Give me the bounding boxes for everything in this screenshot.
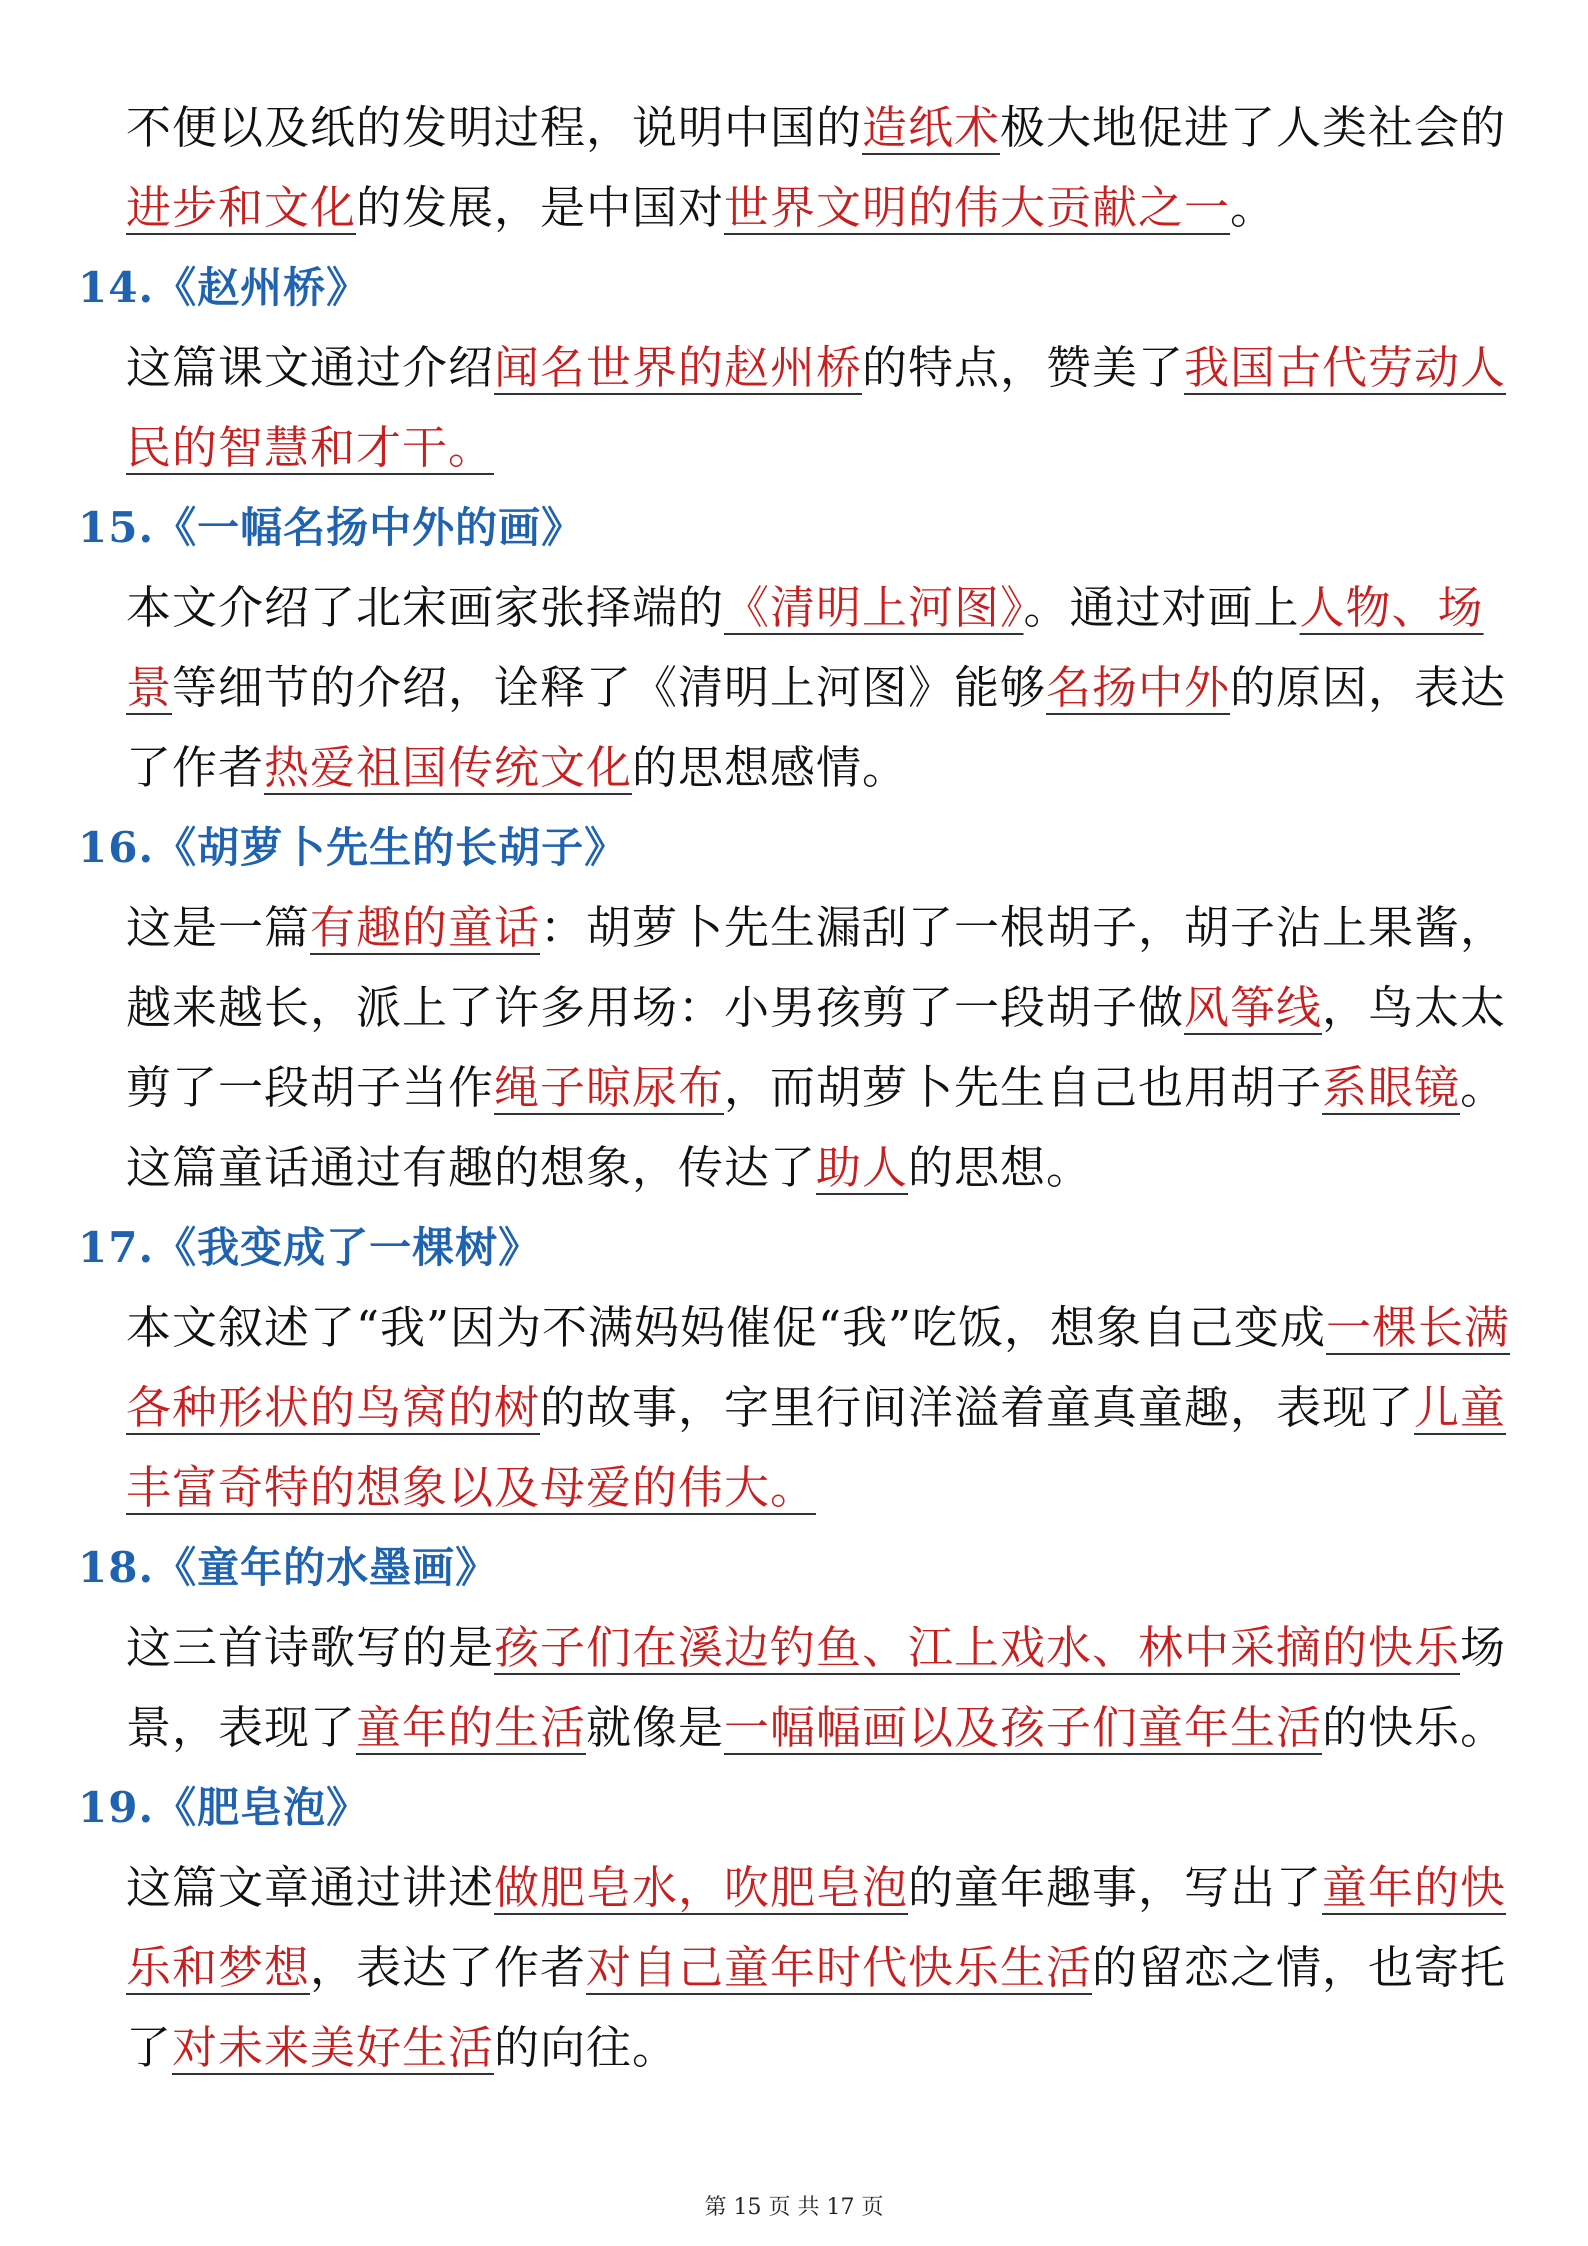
- section-19-text-1: 这篇文章通过讲述: [126, 1861, 495, 1914]
- section-16-text-4: ，而胡萝卜先生自己也用胡子: [724, 1061, 1323, 1114]
- section-15-highlight-2: 人物、场景: [126, 581, 1484, 714]
- section-18-text-1: 这三首诗歌写的是: [126, 1621, 495, 1674]
- section-16-highlight-1: 有趣的童话: [310, 901, 541, 954]
- intro-text-3: 的发展，是中国对: [356, 181, 725, 234]
- section-15-highlight-3: 名扬中外: [1046, 661, 1231, 714]
- section-18-text-2: 场景，表现了: [126, 1621, 1507, 1754]
- section-16-heading: 16.《胡萝卜先生的长胡子》: [78, 823, 628, 872]
- intro-text-2: 极大地促进了人类社会的: [1000, 101, 1507, 154]
- intro-text-4: 。: [1230, 181, 1277, 234]
- section-18-highlight-2: 童年的生活: [356, 1701, 587, 1754]
- section-14-text-2: 的特点，赞美了: [862, 341, 1185, 394]
- section-15-text-5: 的思想感情。: [632, 741, 909, 794]
- section-15-text-3: 等细节的介绍，诠释了《清明上河图》能够: [172, 661, 1047, 714]
- section-14-highlight-2: 我国古代劳动人民的智慧和才干。: [126, 341, 1507, 474]
- section-19-heading: 19.《肥皂泡》: [78, 1783, 370, 1832]
- section-15-heading: 15.《一幅名扬中外的画》: [78, 503, 585, 552]
- section-18-highlight-3: 一幅幅画以及孩子们童年生活: [724, 1701, 1323, 1754]
- section-19-text-4: 的留恋之情，也寄托了: [126, 1941, 1507, 2074]
- section-16-text-2: ：胡萝卜先生漏刮了一根胡子，胡子沾上果酱，越来越长，派上了许多用场：小男孩剪了一段胡子做: [126, 901, 1507, 1034]
- section-14-heading: 14.《赵州桥》: [78, 263, 370, 312]
- intro-highlight-2: 进步和文化: [126, 181, 357, 234]
- section-19-highlight-2: 童年的快乐和梦想: [126, 1861, 1507, 1994]
- section-16-text-5: 。这篇童话通过有趣的想象，传达了: [126, 1061, 1507, 1194]
- section-18-text-4: 的快乐。: [1322, 1701, 1507, 1754]
- section-16-highlight-4: 系眼镜: [1322, 1061, 1461, 1114]
- section-18-text-3: 就像是: [586, 1701, 725, 1754]
- section-19-paragraph: [126, 1848, 1518, 2088]
- section-18-paragraph: [126, 1608, 1518, 1768]
- section-18-highlight-1: 孩子们在溪边钓鱼、江上戏水、林中采摘的快乐: [494, 1621, 1461, 1674]
- section-14-text-1: 这篇课文通过介绍: [126, 341, 495, 394]
- section-15-text-1: 本文介绍了北宋画家张择端的: [126, 581, 725, 634]
- section-16-text-6: 的思想。: [908, 1141, 1093, 1194]
- section-19-text-5: 的向往。: [494, 2021, 679, 2074]
- page-footer: 第 15 页 共 17 页: [704, 2195, 884, 2220]
- section-16-highlight-2: 风筝线: [1184, 981, 1323, 1034]
- section-16-text-3: ，鸟太太剪了一段胡子当作: [126, 981, 1507, 1114]
- intro-text-1: 不便以及纸的发明过程，说明中国的: [126, 101, 863, 154]
- section-15-text-2: 。通过对画上: [1023, 581, 1300, 634]
- intro-highlight-1: 造纸术: [862, 101, 1001, 154]
- section-16-text-1: 这是一篇: [126, 901, 311, 954]
- section-19-text-2: 的童年趣事，写出了: [908, 1861, 1323, 1914]
- section-19-highlight-1: 做肥皂水，吹肥皂泡: [494, 1861, 909, 1914]
- section-19-text-3: ，表达了作者: [310, 1941, 587, 1994]
- section-17-text-1: 本文叙述了“我”因为不满妈妈催促“我”吃饭，想象自己变成: [126, 1301, 1327, 1354]
- section-16-highlight-5: 助人: [816, 1141, 909, 1194]
- section-19-highlight-3: 对自己童年时代快乐生活: [586, 1941, 1093, 1994]
- section-15-paragraph: [126, 568, 1518, 808]
- section-17-heading: 17.《我变成了一棵树》: [78, 1223, 542, 1272]
- section-17-highlight-1: 一棵长满各种形状的鸟窝的树: [126, 1301, 1511, 1434]
- section-15-text-4: 的原因，表达了作者: [126, 661, 1507, 794]
- section-14-highlight-1: 闻名世界的赵州桥: [494, 341, 863, 394]
- section-16-paragraph: [126, 888, 1518, 1208]
- section-17-highlight-2: 儿童丰富奇特的想象以及母爱的伟大。: [126, 1381, 1507, 1514]
- section-15-highlight-1: 《清明上河图》: [724, 581, 1024, 634]
- intro-highlight-3: 世界文明的伟大贡献之一: [724, 181, 1231, 234]
- intro-paragraph: [126, 88, 1518, 248]
- section-16-highlight-3: 绳子晾尿布: [494, 1061, 725, 1114]
- section-17-paragraph: [126, 1288, 1518, 1528]
- section-18-heading: 18.《童年的水墨画》: [78, 1543, 499, 1592]
- section-17-text-2: 的故事，字里行间洋溢着童真童趣，表现了: [540, 1381, 1415, 1434]
- section-15-highlight-4: 热爱祖国传统文化: [264, 741, 633, 794]
- section-14-paragraph: [126, 328, 1518, 488]
- section-19-highlight-4: 对未来美好生活: [172, 2021, 495, 2074]
